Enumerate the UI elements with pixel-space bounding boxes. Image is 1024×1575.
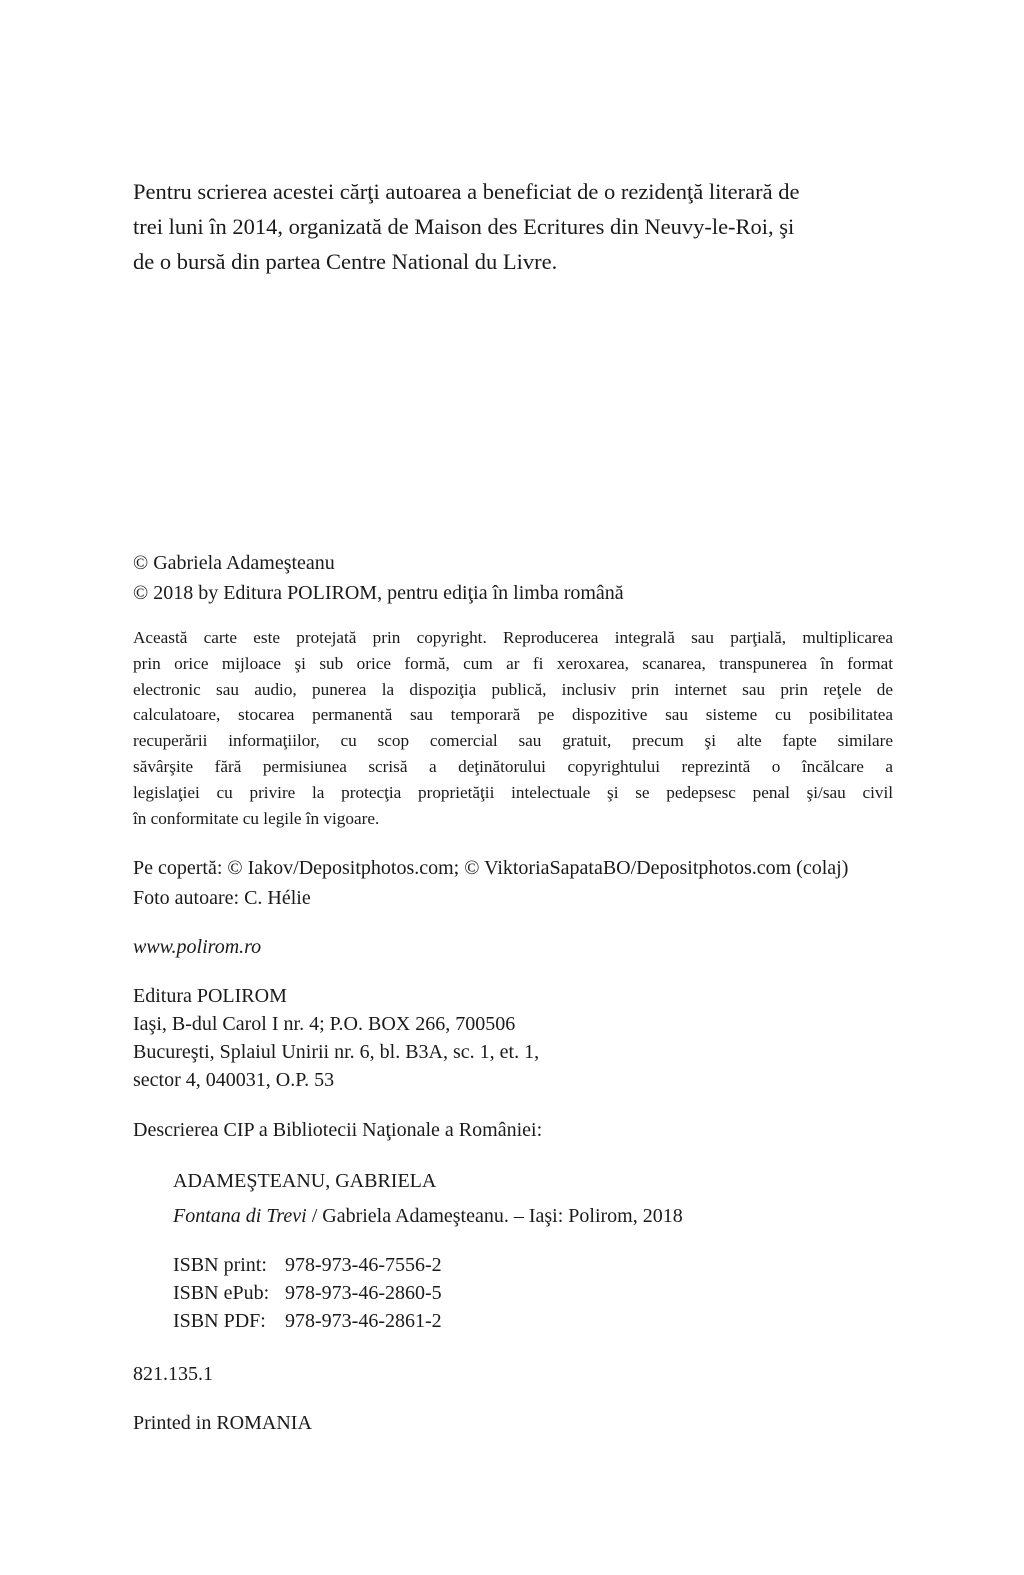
copyright-author: © Gabriela Adameşteanu bbox=[133, 552, 335, 574]
cover-credit: Pe copertă: © Iakov/Depositphotos.com; © ViktoriaSapataBO/Depositphotos.com (colaj) bbox=[133, 857, 849, 879]
address-iasi: Iaşi, B-dul Carol I nr. 4; P.O. BOX 266, 700506 bbox=[133, 1013, 516, 1035]
isbn-value: 978-973-46-7556-2 bbox=[285, 1254, 442, 1276]
isbn-list bbox=[173, 1251, 933, 1335]
publisher-address bbox=[133, 982, 893, 1094]
image-credits bbox=[133, 853, 893, 913]
classification-code bbox=[133, 1359, 893, 1389]
cip-heading bbox=[133, 1115, 893, 1145]
isbn-label: ISBN print: bbox=[173, 1254, 267, 1276]
isbn-value: 978-973-46-2860-5 bbox=[285, 1282, 442, 1304]
publisher-website bbox=[133, 932, 893, 962]
residency-note-line: trei luni în 2014, organizată de Maison des Ecritures din Neuvy-le-Roi, şi bbox=[133, 214, 795, 239]
isbn-row bbox=[173, 1307, 933, 1335]
cip-author-name: ADAMEŞTEANU, GABRIELA bbox=[173, 1170, 437, 1192]
legal-line: prin orice mijloace şi sub orice formă, cum ar fi xeroxarea, scanarea, transpunerea în format bbox=[133, 653, 893, 673]
legal-line: Această carte este protejată prin copyright. Reproducerea integrală sau parţială, multiplicarea bbox=[133, 628, 893, 647]
isbn-label: ISBN ePub: bbox=[173, 1282, 270, 1304]
isbn-row bbox=[173, 1279, 933, 1307]
classification-code-text: 821.135.1 bbox=[133, 1363, 213, 1385]
copyright-notice bbox=[133, 548, 893, 608]
printed-in bbox=[133, 1408, 893, 1438]
author-photo-credit: Foto autoare: C. Hélie bbox=[133, 887, 311, 909]
residency-note-line: Pentru scrierea acestei cărţi autoarea a beneficiat de o rezidenţă literară de bbox=[133, 179, 800, 204]
isbn-label: ISBN PDF: bbox=[173, 1310, 266, 1332]
residency-note-line: de o bursă din partea Centre National du Livre. bbox=[133, 249, 558, 274]
cip-author bbox=[173, 1166, 933, 1196]
isbn-row bbox=[173, 1251, 933, 1279]
legal-disclaimer bbox=[133, 625, 893, 831]
printed-in-text: Printed in ROMANIA bbox=[133, 1412, 312, 1434]
legal-line: în conformitate cu legile în vigoare. bbox=[133, 808, 380, 828]
website-link[interactable]: www.polirom.ro bbox=[133, 936, 262, 958]
cip-title-details: / Gabriela Adameşteanu. – Iaşi: Polirom, 2018 bbox=[306, 1205, 683, 1227]
book-title: Fontana di Trevi bbox=[173, 1205, 307, 1227]
residency-note bbox=[133, 174, 893, 279]
legal-line: săvârşite fără permisiunea scrisă a deţinătorului copyrightului reprezintă o încălcare a bbox=[133, 756, 893, 776]
cip-title-line bbox=[173, 1201, 933, 1231]
legal-line: calculatoare, stocarea permanentă sau temporară pe dispozitive sau sisteme cu posibilitatea bbox=[133, 705, 893, 725]
cip-heading-text: Descrierea CIP a Bibliotecii Naţionale a României: bbox=[133, 1119, 543, 1141]
legal-line: electronic sau audio, punerea la dispoziţia publică, inclusiv prin internet sau prin reţele de bbox=[133, 679, 893, 699]
isbn-value: 978-973-46-2861-2 bbox=[285, 1310, 442, 1332]
address-bucuresti: Bucureşti, Splaiul Unirii nr. 6, bl. B3A, sc. 1, et. 1, bbox=[133, 1041, 540, 1063]
copyright-publisher: © 2018 by Editura POLIROM, pentru ediţia în limba română bbox=[133, 582, 624, 604]
legal-line: recuperării informaţiilor, cu scop comercial sau gratuit, precum şi alte fapte similare bbox=[133, 731, 893, 751]
cip-title-entry bbox=[173, 1201, 933, 1231]
address-bucuresti-sector: sector 4, 040031, O.P. 53 bbox=[133, 1069, 335, 1091]
legal-line: legislaţiei cu privire la protecţia proprietăţii intelectuale şi se pedepsesc penal şi/sau civil bbox=[133, 782, 893, 802]
publisher-name: Editura POLIROM bbox=[133, 985, 287, 1007]
